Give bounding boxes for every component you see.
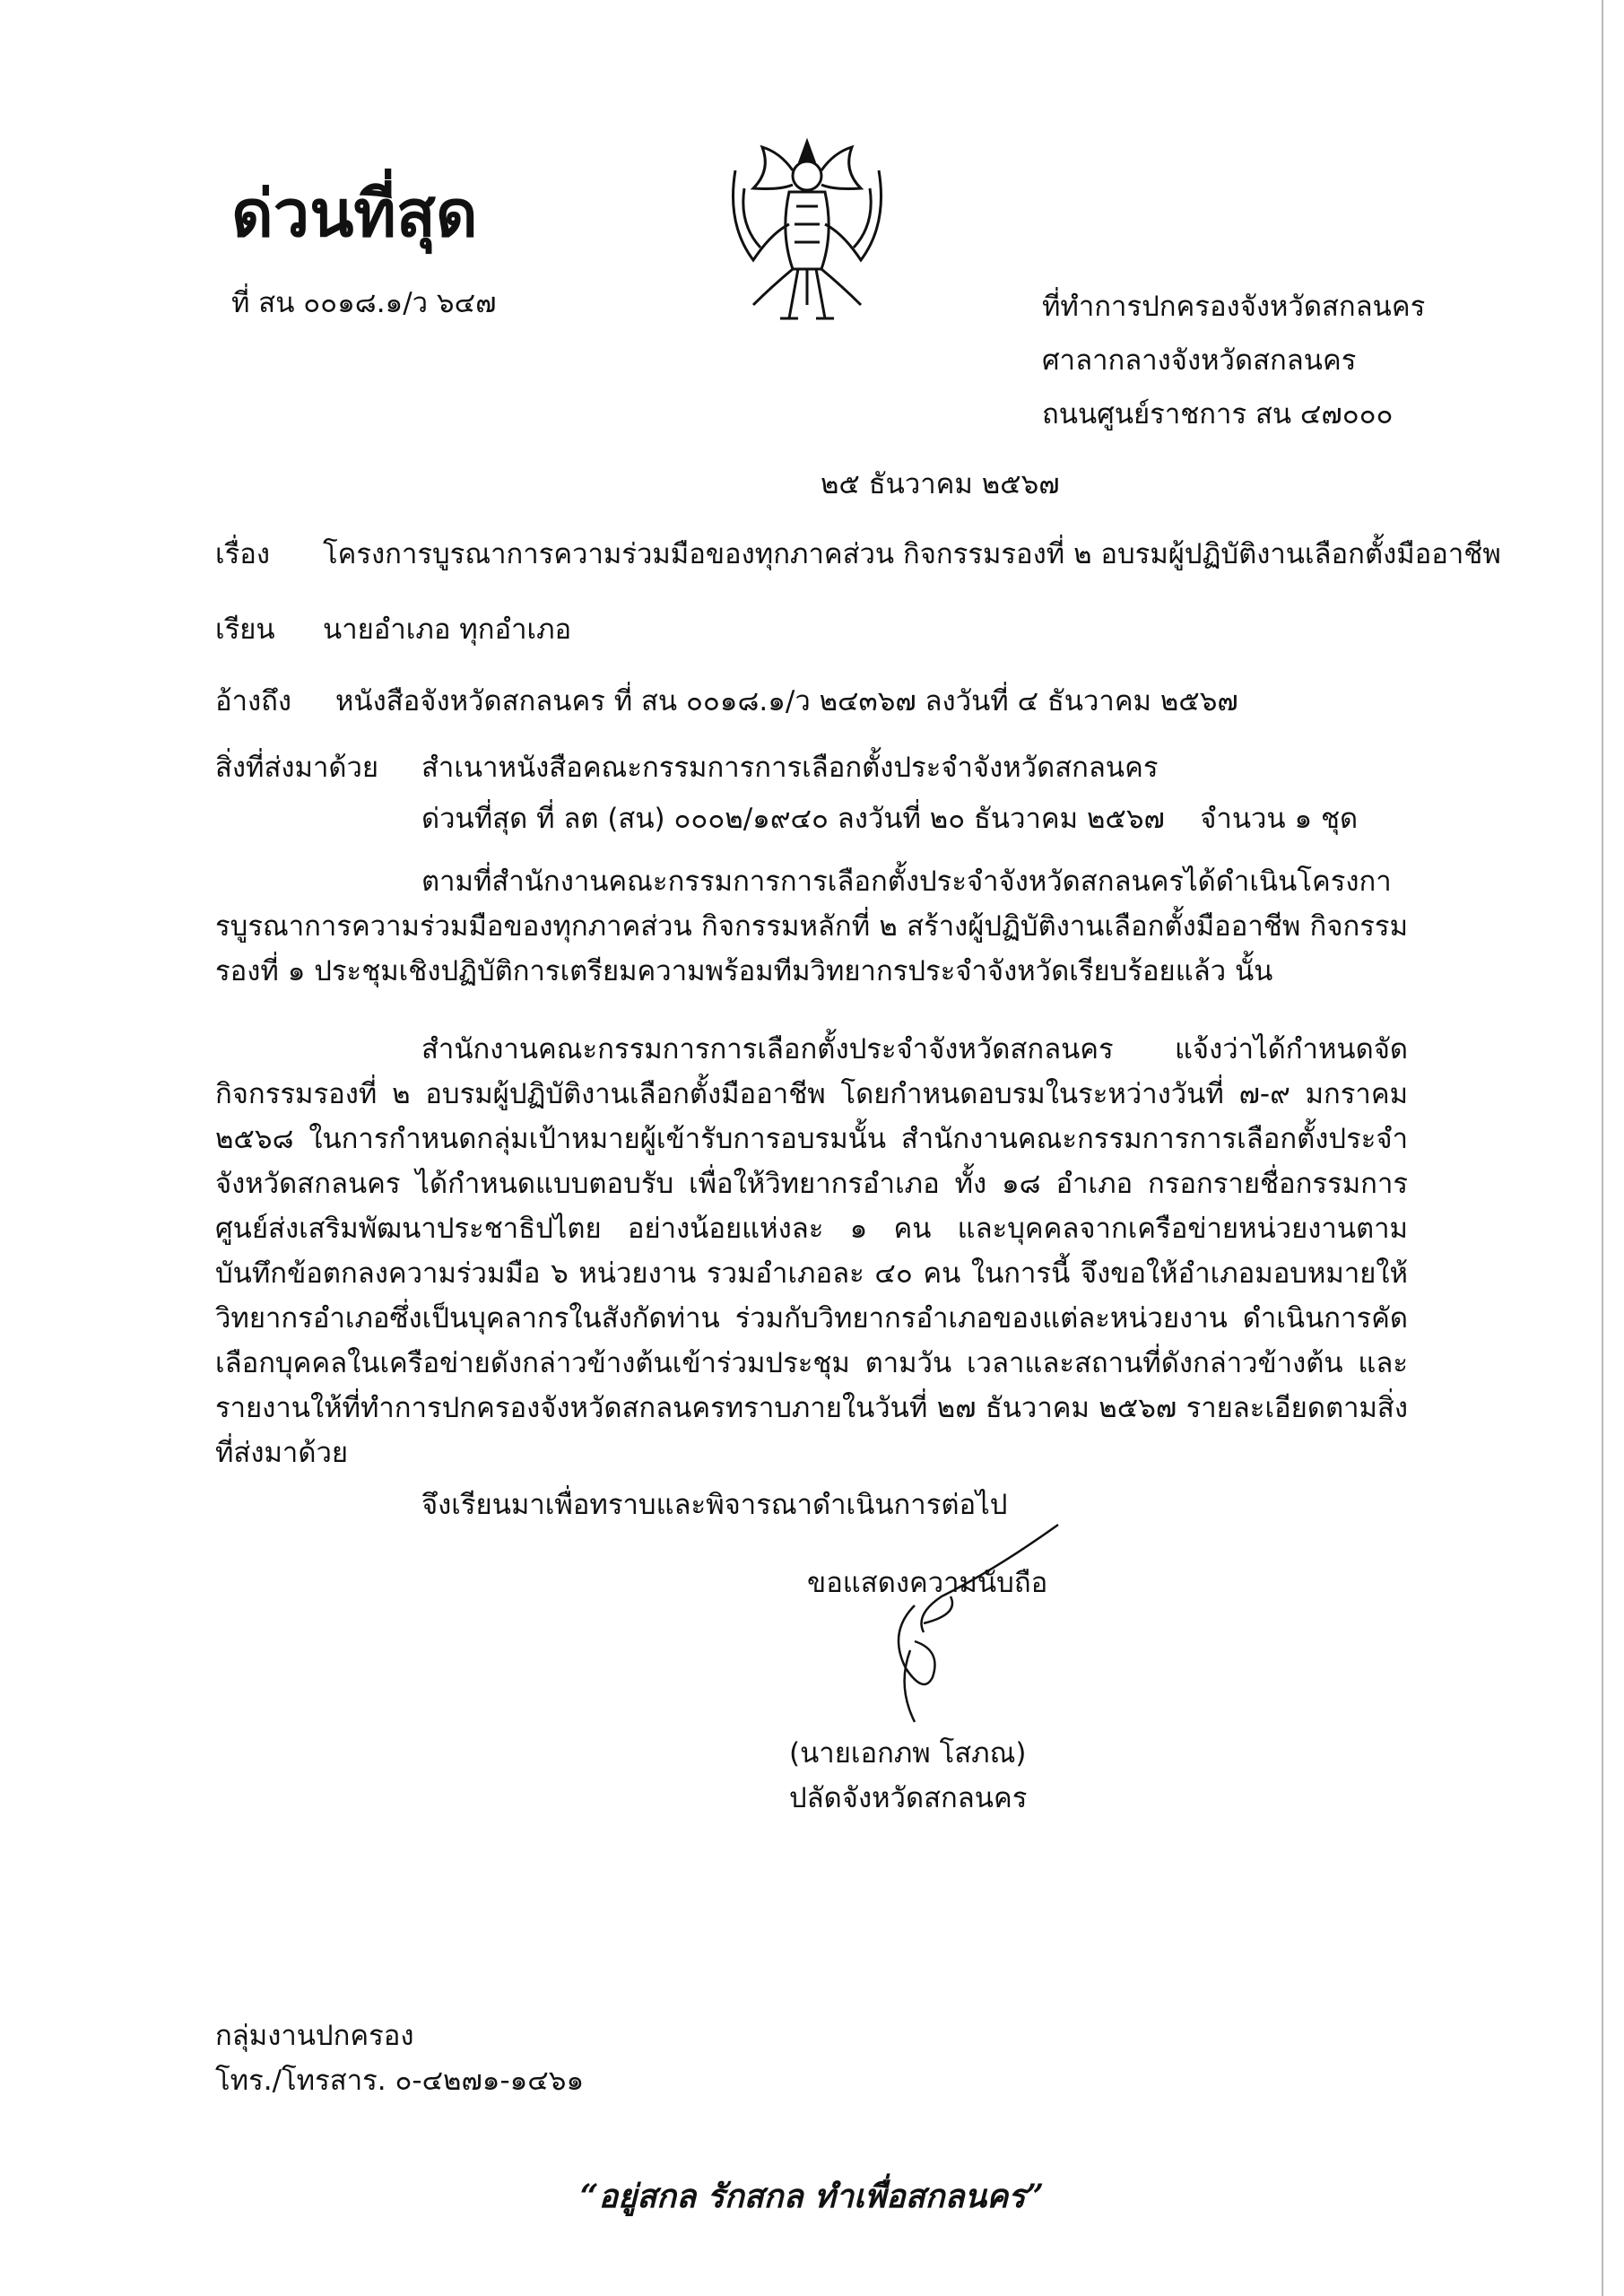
enclosure-line-1: สำเนาหนังสือคณะกรรมการการเลือกตั้งประจำจังหวัดสกลนคร	[421, 752, 1159, 784]
department: กลุ่มงานปกครอง	[215, 2020, 414, 2052]
body-paragraph-2: สำนักงานคณะกรรมการการเลือกตั้งประจำจังหวัดสกลนคร แจ้งว่าได้กำหนดจัดกิจกรรมรองที่ ๒ อบรมผู้ปฏิบัติงานเลือกตั้งมืออาชีพ โดยกำหนดอบรมในระหว่างวันที่ ๗-๙ มกราคม ๒๕๖๘ ในการกำหนดกลุ่มเป้าหมายผู้เข้ารับการอบรมนั้น สำนักงานคณะกรรมการการเลือกตั้งประจำจังหวัดสกลนคร ได้กำหนดแบบตอบรับ เพื่อให้วิทยากรอำเภอ ทั้ง ๑๘ อำเภอ กรอกรายชื่อกรรมการศูนย์ส่งเสริมพัฒนาประชาธิปไตย อย่างน้อยแห่งละ ๑ คน และบุคคลจากเครือข่ายหน่วยงานตามบันทึกข้อตกลงความร่วมมือ ๖ หน่วยงาน รวมอำเภอละ ๔๐ คน ในการนี้ จึงขอให้อำเภอมอบหมายให้วิทยากรอำเภอซึ่งเป็นบุคลากรในสังกัดท่าน ร่วมกับวิทยากรอำเภอของแต่ละหน่วยงาน ดำเนินการคัดเลือกบุคคลในเครือข่ายดังกล่าวข้างต้นเข้าร่วมประชุม ตามวัน เวลาและสถานที่ดังกล่าวข้างต้น และรายงานให้ที่ทำการปกครองจังหวัดสกลนครทราบภายในวันที่ ๒๗ ธันวาคม ๒๕๖๗ รายละเอียดตามสิ่งที่ส่งมาด้วย	[215, 1033, 1408, 1469]
body-paragraph-1: ตามที่สำนักงานคณะกรรมการการเลือกตั้งประจำจังหวัดสกลนครได้ดำเนินโครงการบูรณาการความร่วมมือของทุกภาคส่วน กิจกรรมหลักที่ ๒ สร้างผู้ปฏิบัติงานเลือกตั้งมืออาชีพ กิจกรรมรองที่ ๑ ประชุมเชิงปฏิบัติการเตรียมความพร้อมทีมวิทยากรประจำจังหวัดเรียบร้อยแล้ว นั้น	[215, 865, 1408, 987]
urgency-stamp: ด่วนที่สุด	[231, 175, 478, 251]
to-label: เรียน	[215, 613, 275, 646]
reference-text: หนังสือจังหวัดสกลนคร ที่ สน ๐๐๑๘.๑/ว ๒๔๓๖๗ ลงวันที่ ๔ ธันวาคม ๒๕๖๗	[335, 685, 1238, 718]
office-line-3: ถนนศูนย์ราชการ สน ๔๗๐๐๐	[1042, 398, 1394, 430]
office-line-1: ที่ทำการปกครองจังหวัดสกลนคร	[1042, 291, 1426, 323]
letter-date: ๒๕ ธันวาคม ๒๕๖๗	[821, 468, 1060, 500]
regards-text: ขอแสดงความนับถือ	[807, 1567, 1048, 1599]
subject-text: โครงการบูรณาการความร่วมมือของทุกภาคส่วน กิจกรรมรองที่ ๒ อบรมผู้ปฏิบัติงานเลือกตั้งมืออาชีพ	[323, 538, 1501, 570]
garuda-emblem-icon	[717, 135, 897, 330]
office-line-2: ศาลากลางจังหวัดสกลนคร	[1042, 344, 1357, 377]
signature-icon	[861, 1516, 1067, 1731]
signer-name: (นายเอกภพ โสภณ)	[789, 1737, 1027, 1770]
document-number: ที่ สน ๐๐๑๘.๑/ว ๖๔๗	[231, 287, 497, 319]
page-edge-line	[1602, 0, 1603, 2296]
enclosure-line-2: ด่วนที่สุด ที่ ลต (สน) ๐๐๐๒/๑๙๔๐ ลงวันที่ ๒๐ ธันวาคม ๒๕๖๗ จำนวน ๑ ชุด	[421, 803, 1359, 835]
reference-label: อ้างถึง	[215, 685, 292, 718]
signer-position: ปลัดจังหวัดสกลนคร	[789, 1782, 1028, 1814]
phone-fax: โทร./โทรสาร. ๐-๔๒๗๑-๑๔๖๑	[215, 2065, 585, 2097]
to-text: นายอำเภอ ทุกอำเภอ	[323, 613, 572, 646]
closing-line: จึงเรียนมาเพื่อทราบและพิจารณาดำเนินการต่อไป	[421, 1489, 1008, 1521]
enclosure-label: สิ่งที่ส่งมาด้วย	[215, 752, 379, 784]
province-slogan: “อยู่สกล รักสกล ทำเพื่อสกลนคร”	[579, 2178, 1045, 2215]
subject-label: เรื่อง	[215, 538, 271, 570]
